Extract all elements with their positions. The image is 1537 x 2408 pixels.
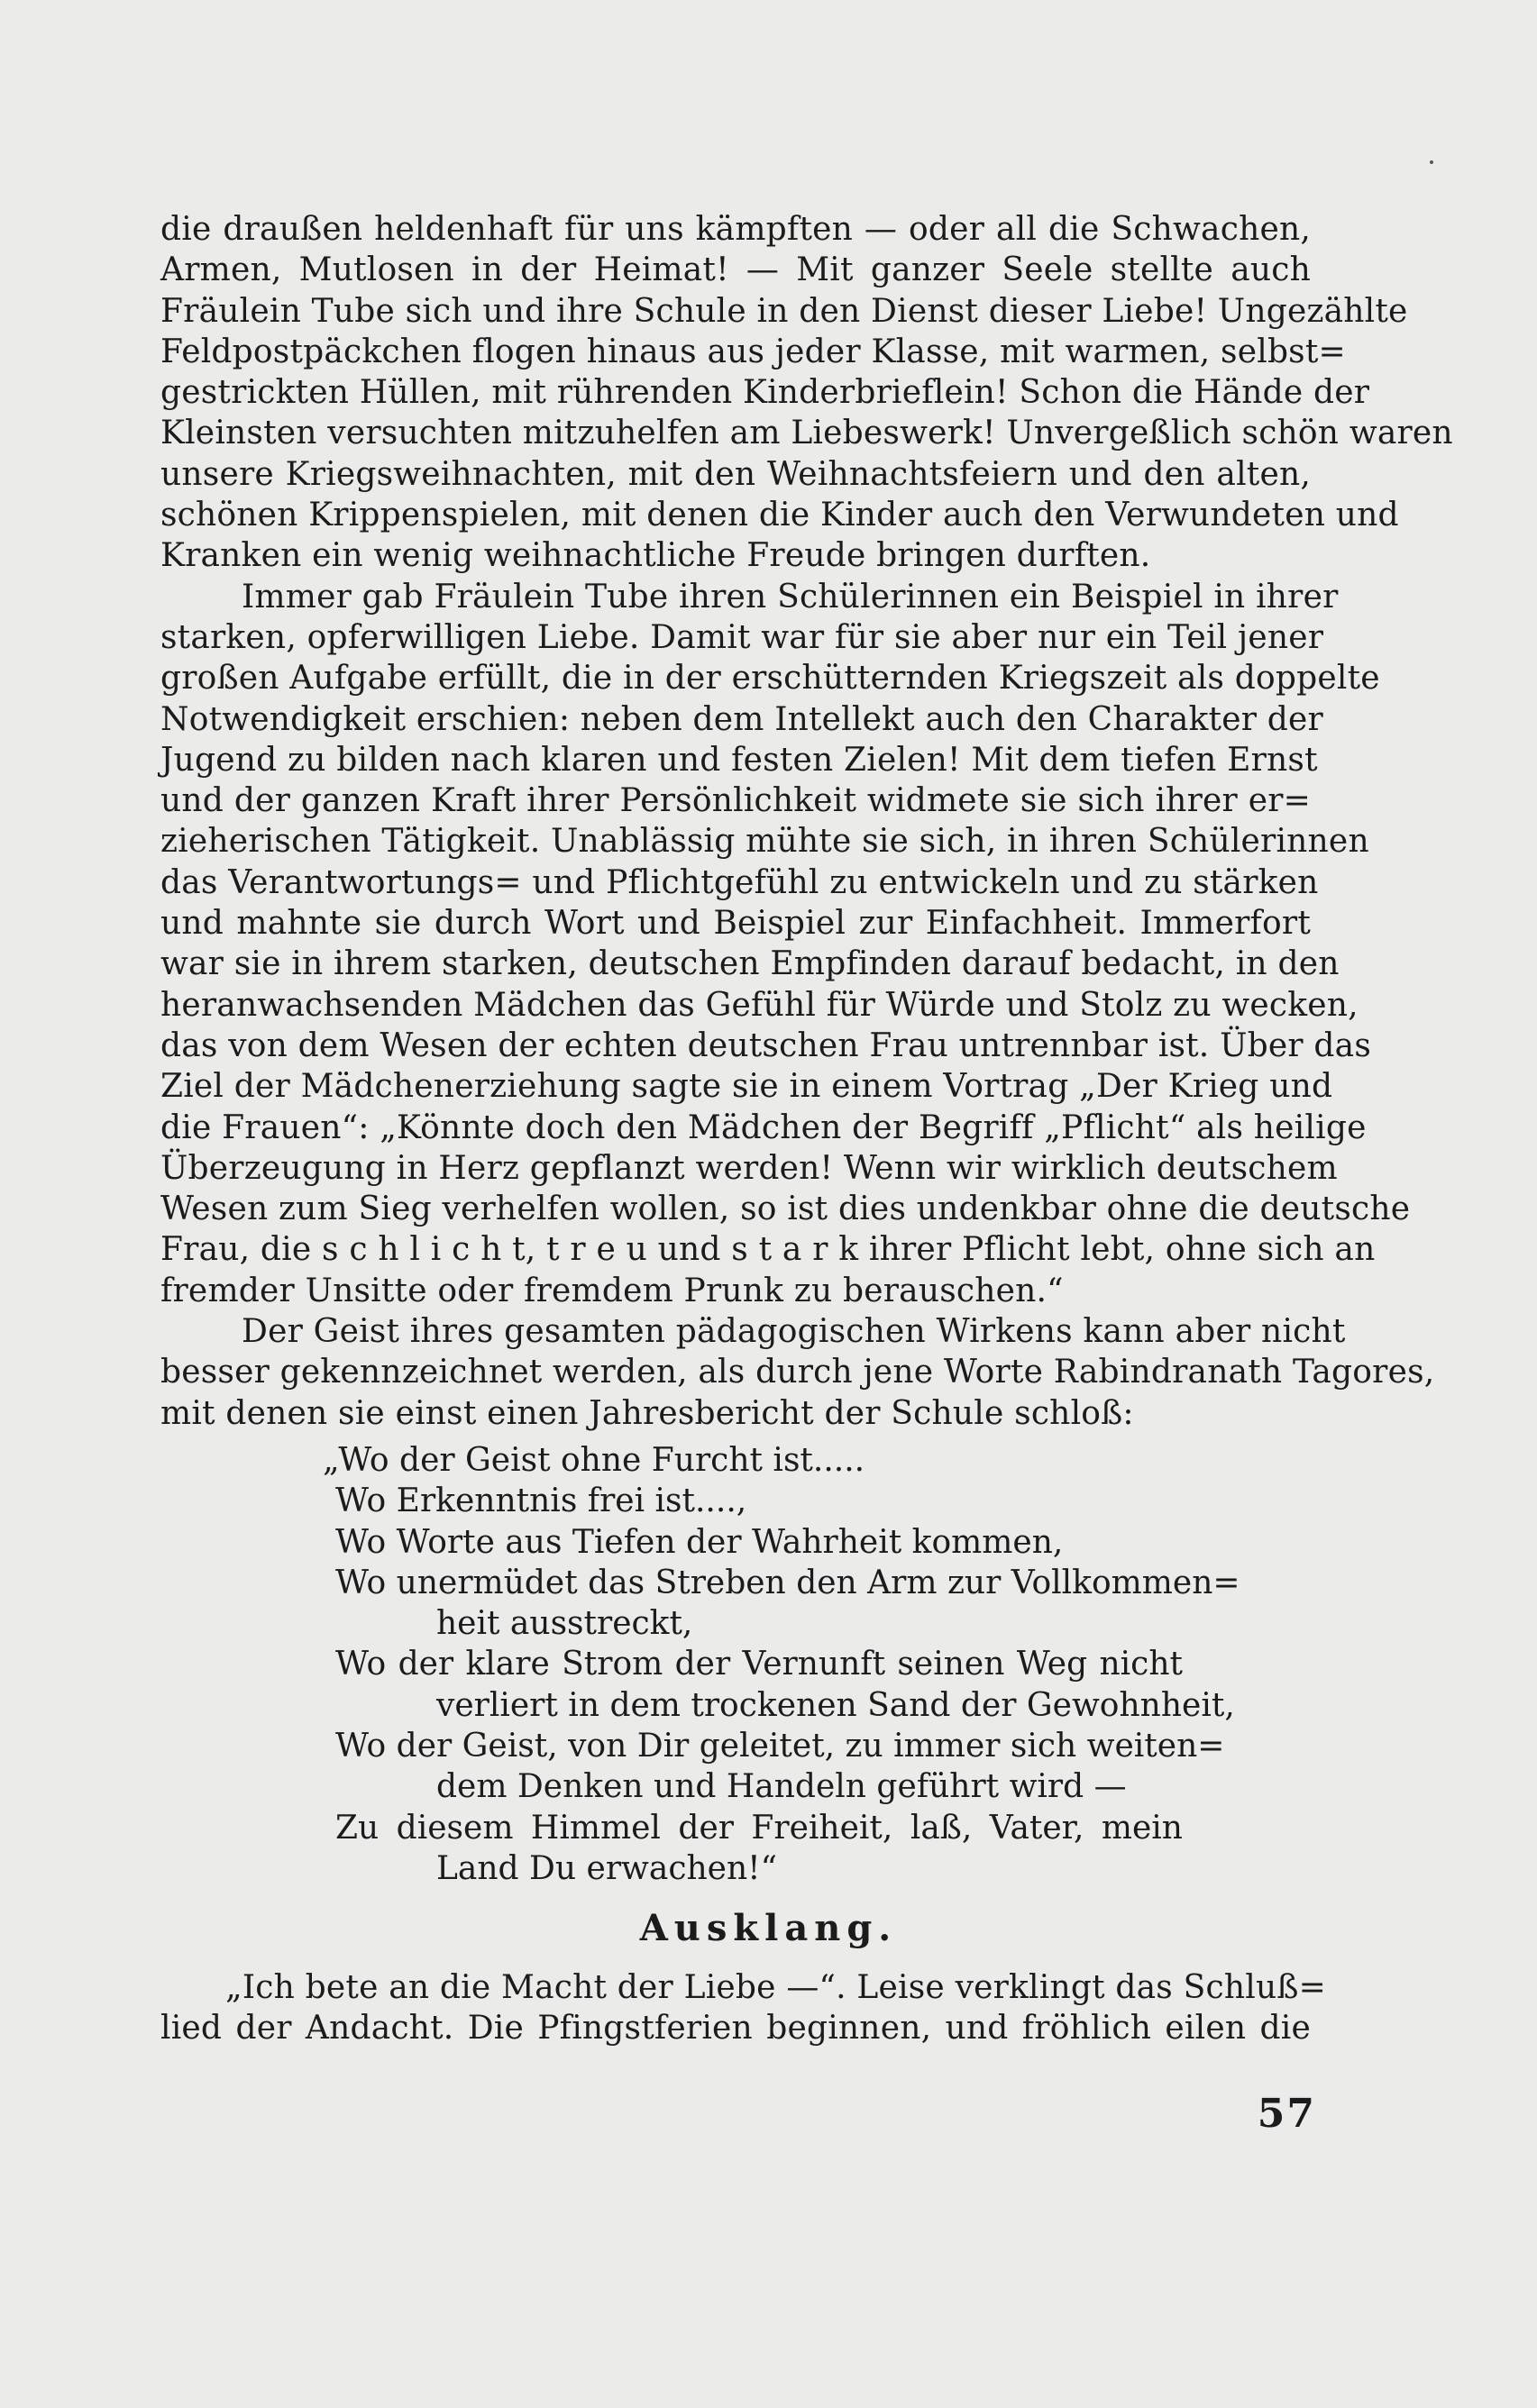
quoted-verse: [323, 1440, 1240, 1889]
verse-line: Wo Erkenntnis frei ist....,: [335, 1482, 747, 1520]
paragraph-first-line: Immer gab Fräulein Tube ihren Schülerinnen ein Beispiel in ihrer: [242, 578, 1339, 616]
text-line: Armen, Mutlosen in der Heimat! — Mit ganzer Seele stellte auch: [160, 251, 1311, 289]
text-line: Kranken ein wenig weihnachtliche Freude bringen durften.: [160, 537, 1151, 575]
verse-line: „Wo der Geist ohne Furcht ist.....: [323, 1442, 865, 1479]
text-line: Feldpostpäckchen flogen hinaus aus jeder Klasse, mit warmen, selbst=: [160, 333, 1346, 370]
verse-continuation: Land Du erwachen!“: [436, 1849, 778, 1887]
body-text: [160, 209, 1453, 1434]
paragraph-first-line: Der Geist ihres gesamten pädagogischen Wirkens kann aber nicht: [242, 1313, 1346, 1351]
page-number: 57: [1257, 2091, 1316, 2137]
verse-continuation: heit ausstreckt,: [436, 1605, 693, 1643]
text-line: starken, opferwilligen Liebe. Damit war für sie aber nur ein Teil jener: [160, 618, 1324, 656]
text-line: Jugend zu bilden nach klaren und festen Zielen! Mit dem tiefen Ernst: [160, 741, 1318, 779]
text-line: Ziel der Mädchenerziehung sagte sie in einem Vortrag „Der Krieg und: [160, 1068, 1333, 1106]
text-line: die draußen heldenhaft für uns kämpften — oder all die Schwachen,: [160, 211, 1311, 248]
text-line: gestrickten Hüllen, mit rührenden Kinderbrieflein! Schon die Hände der: [160, 374, 1370, 412]
text-line: heranwachsenden Mädchen das Gefühl für Würde und Stolz zu wecken,: [160, 986, 1359, 1024]
text-line: mit denen sie einst einen Jahresbericht der Schule schloß:: [160, 1394, 1134, 1432]
verse-line: Wo unermüdet das Streben den Arm zur Vollkommen=: [335, 1564, 1240, 1601]
text-line: lied der Andacht. Die Pfingstferien beginnen, und fröhlich eilen die: [160, 2010, 1311, 2048]
verse-continuation: dem Denken und Handeln geführt wird —: [436, 1768, 1127, 1806]
text-line: unsere Kriegsweihnachten, mit den Weihnachtsfeiern und den alten,: [160, 455, 1311, 493]
verse-line: Wo der Geist, von Dir geleitet, zu immer sich weiten=: [335, 1728, 1225, 1765]
text-line: das Verantwortungs= und Pflichtgefühl zu entwickeln und zu stärken: [160, 863, 1319, 901]
text-line: Wesen zum Sieg verhelfen wollen, so ist dies undenkbar ohne die deutsche: [160, 1190, 1411, 1228]
text-line: besser gekennzeichnet werden, als durch jene Worte Rabindranath Tagores,: [160, 1354, 1435, 1391]
text-line: zieherischen Tätigkeit. Unablässig mühte sie sich, in ihren Schülerinnen: [160, 823, 1369, 861]
text-line: Fräulein Tube sich und ihre Schule in den Dienst dieser Liebe! Ungezählte: [160, 292, 1408, 330]
text-line: Kleinsten versuchten mitzuhelfen am Liebeswerk! Unvergeßlich schön waren: [160, 415, 1453, 452]
closing-text: [160, 1967, 1326, 2049]
text-line: Frau, die s c h l i c h t, t r e u und s t a r k ihrer Pflicht lebt, ohne sich an: [160, 1231, 1376, 1269]
text-line: die Frauen“: „Könnte doch den Mädchen der Begriff „Pflicht“ als heilige: [160, 1108, 1367, 1146]
section-heading: Ausklang.: [639, 1907, 898, 1949]
text-line: war sie in ihrem starken, deutschen Empfinden darauf bedacht, in den: [160, 945, 1340, 983]
text-line: fremder Unsitte oder fremdem Prunk zu berauschen.“: [160, 1272, 1064, 1309]
text-line: das von dem Wesen der echten deutschen Frau untrennbar ist. Über das: [160, 1026, 1372, 1064]
text-line: schönen Krippenspielen, mit denen die Kinder auch den Verwundeten und: [160, 497, 1399, 534]
verse-line: Wo der klare Strom der Vernunft seinen Weg nicht: [335, 1646, 1183, 1683]
text-line: großen Aufgabe erfüllt, die in der erschütternden Kriegszeit als doppelte: [160, 660, 1380, 698]
text-line: und mahnte sie durch Wort und Beispiel zur Einfachheit. Immerfort: [160, 905, 1311, 943]
text-line: Überzeugung in Herz gepflanzt werden! Wenn wir wirklich deutschem: [160, 1149, 1338, 1187]
verse-continuation: verliert in dem trockenen Sand der Gewohnheit,: [436, 1686, 1235, 1724]
verse-line: Wo Worte aus Tiefen der Wahrheit kommen,: [335, 1523, 1064, 1561]
text-line: Notwendigkeit erschien: neben dem Intellekt auch den Charakter der: [160, 700, 1323, 738]
paper-speck: [1430, 160, 1433, 164]
text-line: und der ganzen Kraft ihrer Persönlichkeit widmete sie sich ihrer er=: [160, 782, 1311, 820]
verse-line: Zu diesem Himmel der Freiheit, laß, Vater, mein: [335, 1809, 1183, 1847]
paragraph-first-line: „Ich bete an die Macht der Liebe —“. Leise verklingt das Schluß=: [225, 1969, 1326, 2006]
